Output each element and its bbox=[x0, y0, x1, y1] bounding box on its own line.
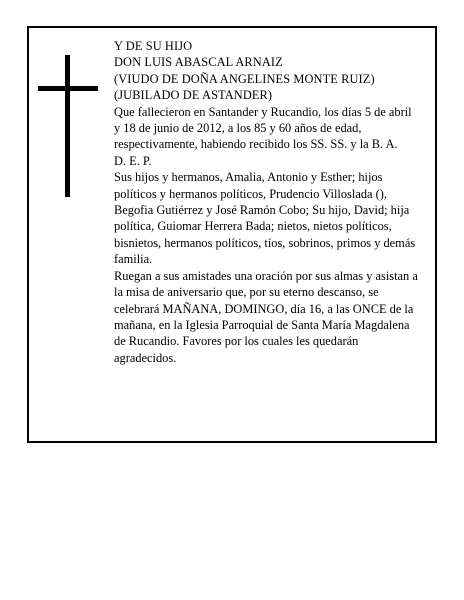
cross-horizontal-bar bbox=[38, 86, 98, 91]
family-paragraph: Sus hijos y hermanos, Amalia, Antonio y Esther; hijos políticos y hermanos políticos, Prudencio Villoslada (), Begofia Gutiérrez y José Ramón Cobo; Su hijo, David; hija política, Guiomar Herrera Bada; nietos, nietos políticos, bisnietos, hermanos políticos, tíos, sobrinos, primos y demás familia. bbox=[114, 170, 416, 267]
heading-line-1: Y DE SU HIJO bbox=[114, 39, 193, 53]
mass-paragraph: Ruegan a sus amistades una oración por sus almas y asistan a la misa de aniversario que, por su eterno descanso, se celebrará MAÑANA, DOMINGO, día 16, a las ONCE de la mañana, en la Iglesia Parroquial de Santa María Magdalena de Rucandio. Favores por los cuales les quedarán agradecidos. bbox=[114, 268, 418, 365]
notice-text-block bbox=[114, 38, 419, 366]
retired-from-line: (JUBILADO DE ASTANDER) bbox=[114, 88, 273, 103]
cross-icon bbox=[38, 55, 98, 197]
death-paragraph: Que fallecieron en Santander y Rucandio, los días 5 de abril y 18 de junio de 2012, a los 85 y 60 años de edad, respectivamente, habiendo recibido los SS. SS. y la B. A. bbox=[114, 104, 412, 152]
cross-vertical-bar bbox=[65, 55, 70, 197]
rest-in-peace: D. E. P. bbox=[114, 153, 152, 168]
deceased-name: DON LUIS ABASCAL ARNAIZ bbox=[114, 55, 283, 70]
widower-of-line: (VIUDO DE DOÑA ANGELINES MONTE RUIZ) bbox=[114, 71, 375, 86]
